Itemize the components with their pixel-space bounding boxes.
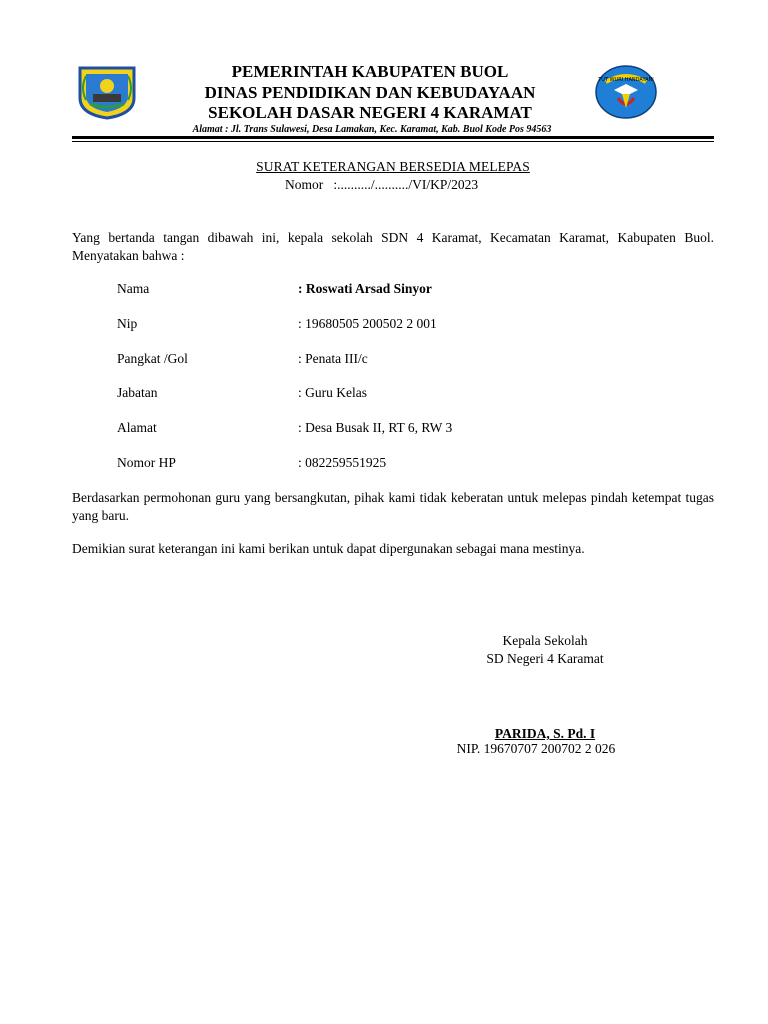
- buol-regency-emblem-icon: [76, 64, 138, 120]
- letterhead-line2: DINAS PENDIDIKAN DAN KEBUDAYAAN: [204, 83, 536, 102]
- closing-paragraph: Demikian surat keterangan ini kami berikan untuk dapat dipergunakan sebagai mana mestinya.: [72, 541, 585, 556]
- letterhead-line3: SEKOLAH DASAR NEGERI 4 KARAMAT: [208, 103, 532, 122]
- field-value-alamat: : Desa Busak II, RT 6, RW 3: [298, 420, 453, 435]
- field-label-alamat: Alamat: [117, 420, 157, 435]
- field-label-nama: Nama: [117, 281, 150, 296]
- field-value-jabatan: : Guru Kelas: [298, 385, 367, 400]
- svg-text:TUT WURI HANDAYANI: TUT WURI HANDAYANI: [598, 77, 654, 83]
- field-value-pangkat: : Penata III/c: [298, 351, 368, 366]
- field-label-nip: Nip: [117, 316, 138, 331]
- signature-nip: NIP. 19670707 200702 2 026: [456, 741, 616, 756]
- letter-number: Nomor :........../........../VI/KP/2023: [285, 177, 479, 192]
- tut-wuri-handayani-icon: [594, 64, 658, 120]
- intro-paragraph: Yang bertanda tangan dibawah ini, kepala sekolah SDN 4 Karamat, Kecamatan Karamat, Kabupaten Buol. Menyatakan bahwa :: [72, 230, 714, 263]
- signature-name: PARIDA, S. Pd. I: [494, 726, 596, 741]
- header-divider-thin: [72, 141, 714, 142]
- field-label-nomor-hp: Nomor HP: [117, 455, 176, 470]
- letterhead-line1: PEMERINTAH KABUPATEN BUOL: [231, 62, 509, 81]
- field-value-nomor-hp: : 082259551925: [298, 455, 387, 470]
- field-value-nip: : 19680505 200502 2 001: [298, 316, 437, 331]
- signature-school: SD Negeri 4 Karamat: [486, 651, 604, 666]
- body-paragraph: Berdasarkan permohonan guru yang bersangkutan, pihak kami tidak keberatan untuk melepas pindah ketempat tugas yang baru.: [72, 490, 714, 523]
- signature-position: Kepala Sekolah: [502, 633, 588, 648]
- field-value-nama: : Roswati Arsad Sinyor: [298, 281, 432, 296]
- letterhead-address: Alamat : Jl. Trans Sulawesi, Desa Lamakan, Kec. Karamat, Kab. Buol Kode Pos 94563: [192, 124, 552, 135]
- letter-title: SURAT KETERANGAN BERSEDIA MELEPAS: [256, 159, 530, 174]
- field-label-jabatan: Jabatan: [117, 385, 158, 400]
- field-label-pangkat: Pangkat /Gol: [117, 351, 188, 366]
- header-divider-thick: [72, 136, 714, 139]
